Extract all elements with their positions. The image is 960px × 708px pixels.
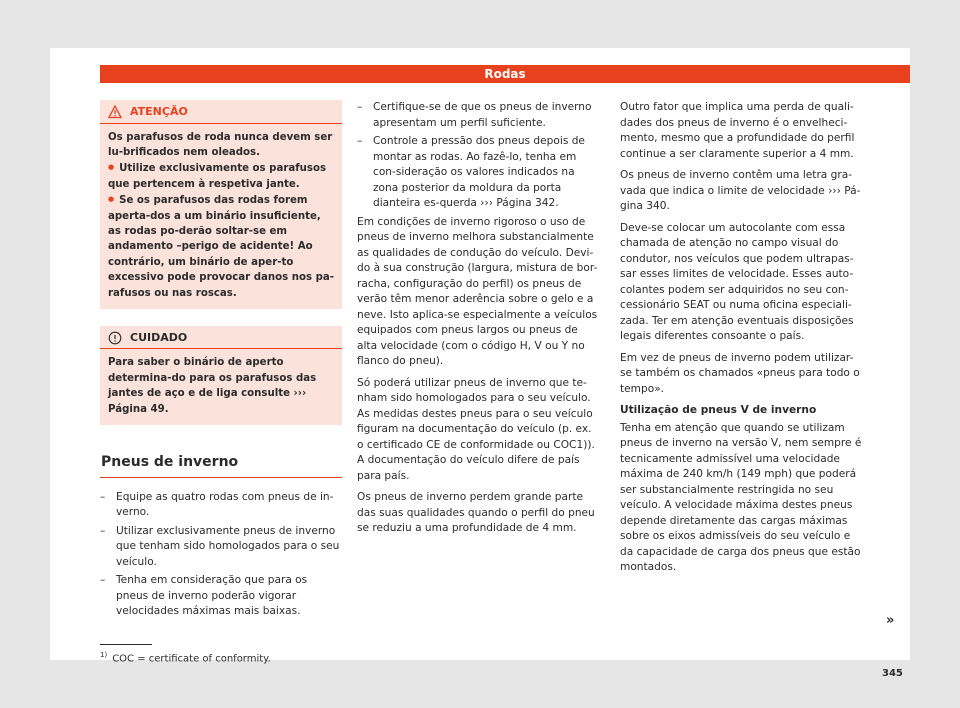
warning-heading: [100, 100, 342, 124]
warning-heading-text: ATENÇÃO: [130, 105, 188, 118]
page: [50, 48, 910, 679]
paragraph: Os pneus de inverno contêm uma letra gra-vada que indica o limite de velocidade ››› Pá-gina 340.: [620, 169, 861, 212]
list-item: – Tenha em consideração que para os pneus de inverno poderão vigorar velocidades máximas mais baixas.: [100, 573, 342, 620]
column-2: [357, 100, 599, 543]
header-bar: [100, 65, 910, 83]
column-1: [100, 100, 342, 623]
paragraph: Em vez de pneus de inverno podem utilizar-se também os chamados «pneus para todo o tempo».: [620, 351, 860, 395]
header-title: Rodas: [484, 67, 526, 81]
list-item: – Certifique-se de que os pneus de inverno apresentam um perfil suficiente.: [357, 100, 599, 131]
warning-triangle-icon: [108, 105, 122, 119]
warning-bullet-1: ● Utilize exclusivamente os parafusos que pertencem à respetiva jante.: [108, 160, 334, 192]
paragraph: Deve-se colocar um autocolante com essa chamada de atenção no campo visual do condutor, nos veículos que podem ultrapas-sar esses limites de velocidade. Esses auto-colantes podem ser adquiridos no seu con-cessionário SEAT ou numa oficina especiali-zada. Ter em atenção eventuais disposições legais diferentes consoante o país.: [620, 221, 854, 342]
footnote-text: COC = certificate of conformity.: [112, 653, 271, 665]
list-item: – Controle a pressão dos pneus depois de montar as rodas. Ao fazê-lo, tenha em con-sideração os valores indicados na zona posterior da moldura da porta dianteira es-querda ››› Página 342.: [357, 134, 599, 212]
paragraph: Outro fator que implica uma perda de quali-dades dos pneus de inverno é o envelheci-mento, mesmo que a profundidade do perfil continue a ser claramente superior a 4 mm.: [620, 101, 855, 160]
winter-tire-list-1: [100, 490, 342, 620]
winter-tire-list-2: [357, 100, 599, 212]
section-title: Pneus de inverno: [100, 455, 342, 478]
subheading: Utilização de pneus V de inverno: [620, 404, 817, 416]
paragraph: Os pneus de inverno perdem grande parte das suas qualidades quando o perfil do pneu se reduziu a uma profundidade de 4 mm.: [357, 491, 595, 534]
list-item: – Equipe as quatro rodas com pneus de in-verno.: [100, 490, 342, 521]
footnote-mark: 1): [100, 651, 108, 659]
paragraph: Só poderá utilizar pneus de inverno que te-nham sido homologados para o seu veículo. As medidas destes pneus para o seu veículo figuram na documentação do veículo (p. ex. o certificado CE de conformidade ou COC1)). A documentação do veículo difere de país para país.: [357, 376, 595, 482]
footnote-rule: [100, 644, 152, 645]
footnote: [100, 651, 271, 664]
warning-box: [100, 100, 342, 309]
caution-box: [100, 326, 342, 425]
caution-heading: [100, 326, 342, 350]
continue-mark: »: [886, 613, 895, 628]
info-circle-icon: [108, 331, 122, 345]
warning-body: [100, 124, 342, 309]
list-item: – Utilizar exclusivamente pneus de inverno que tenham sido homologados para o seu veículo.: [100, 524, 342, 571]
paragraph: Tenha em atenção que quando se utilizam pneus de inverno na versão V, nem sempre é tecnicamente admissível uma velocidade máxima de 240 km/h (149 mph) que poderá ser substancialmente restringida no seu veículo. A velocidade máxima destes pneus depende diretamente das cargas máximas sobre os eixos admissíveis do seu veículo e da capacidade de carga dos pneus que estão montados.: [620, 421, 862, 573]
page-number: 345: [882, 668, 903, 679]
paragraph: Em condições de inverno rigoroso o uso de pneus de inverno melhora substancialmente as qualidades de condução do veículo. Devi-do à sua construção (largura, mistura de bor-racha, configuração do perfil) os pneus de verão têm menor aderência sobre o gelo e a neve. Isto aplica-se especialmente a veículos equipados com pneus largos ou pneus de alta velocidade (com o código H, V ou Y no flanco do pneu).: [357, 215, 598, 367]
caution-heading-text: CUIDADO: [130, 330, 188, 344]
column-3: [620, 100, 862, 582]
warning-bullet-2: ● Se os parafusos das rodas forem aperta-dos a um binário insuficiente, as rodas po-derão soltar-se em andamento –perigo de acidente! Ao contrário, um binário de aper-to excessivo pode provocar danos nos pa-rafusos ou nas roscas.: [108, 192, 334, 301]
caution-body: Para saber o binário de aperto determina-do para os parafusos das jantes de aço e de liga consulte ››› Página 49.: [108, 357, 317, 415]
warning-intro: Os parafusos de roda nunca devem ser lu-brificados nem oleados.: [108, 131, 333, 158]
